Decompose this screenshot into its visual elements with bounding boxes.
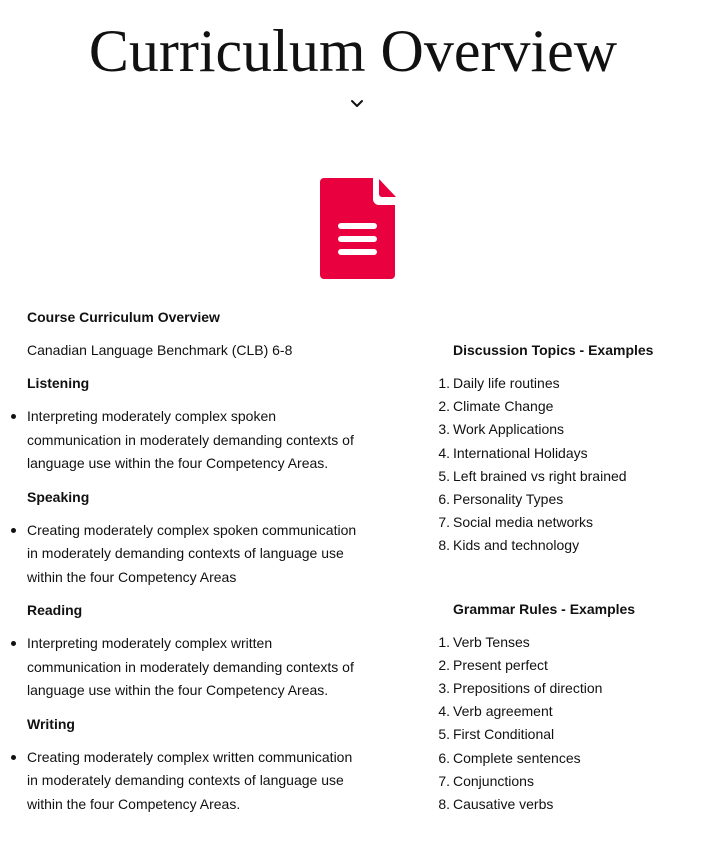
- document-icon: [319, 178, 397, 280]
- list-item: Interpreting moderately complex spoken communication in moderately demanding contexts of language use within the four Competency Areas.: [27, 405, 367, 476]
- speaking-list: [27, 519, 367, 590]
- list-item: Interpreting moderately complex written communication in moderately demanding contexts of language use within the four Competency Areas.: [27, 632, 367, 703]
- writing-list: [27, 746, 367, 817]
- list-item: 1. Verb Tenses: [438, 633, 530, 650]
- course-overview: [27, 306, 367, 826]
- list-item: 8. Kids and technology: [438, 537, 580, 554]
- list-item: 5. First Conditional: [438, 726, 555, 743]
- list-item: 8. Causative verbs: [438, 796, 554, 813]
- list-item: 3. Work Applications: [438, 421, 565, 438]
- chevron-down-icon[interactable]: [349, 96, 365, 110]
- reading-list: [27, 632, 367, 703]
- section-title-writing: Writing: [27, 715, 75, 732]
- list-item: 2. Climate Change: [438, 398, 554, 415]
- list-item: 5. Left brained vs right brained: [438, 467, 627, 484]
- section-title-speaking: Speaking: [27, 488, 90, 505]
- list-item: 3. Prepositions of direction: [438, 680, 603, 697]
- grammar-rules-list: [416, 631, 696, 817]
- discussion-topics-heading: Discussion Topics - Examples: [453, 342, 654, 358]
- section-title-listening: Listening: [27, 375, 90, 391]
- listening-list: [27, 405, 367, 476]
- page-title: Curriculum Overview: [88, 18, 618, 84]
- list-item: 6. Complete sentences: [438, 749, 581, 766]
- list-item: 2. Present perfect: [438, 656, 548, 673]
- list-item: 6. Personality Types: [438, 491, 564, 508]
- section-title-reading: Reading: [27, 602, 83, 618]
- list-item: 4. International Holidays: [438, 444, 588, 461]
- discussion-topics-list: [416, 372, 696, 558]
- list-item: 4. Verb agreement: [438, 703, 553, 720]
- overview-heading: Course Curriculum Overview: [27, 309, 220, 325]
- grammar-rules-heading: Grammar Rules - Examples: [453, 600, 636, 617]
- examples-column: [416, 339, 696, 816]
- list-item: Creating moderately complex written communication in moderately demanding contexts of language use within the four Competency Areas.: [27, 746, 367, 817]
- list-item: 1. Daily life routines: [438, 375, 560, 391]
- list-item: Creating moderately complex spoken communication in moderately demanding contexts of language use within the four Competency Areas: [27, 519, 367, 590]
- list-item: 7. Conjunctions: [438, 772, 534, 789]
- list-item: 7. Social media networks: [438, 514, 594, 531]
- benchmark-text: Canadian Language Benchmark (CLB) 6-8: [27, 342, 293, 358]
